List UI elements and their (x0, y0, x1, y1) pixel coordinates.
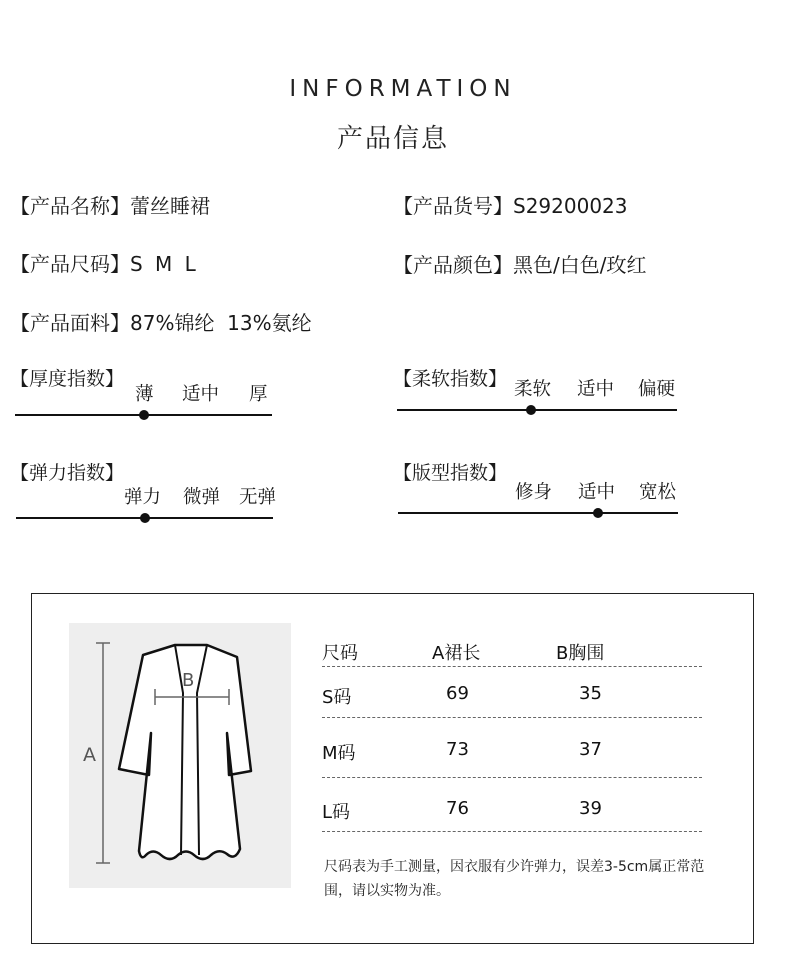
row-divider (322, 777, 702, 778)
fit-index-label: 【版型指数】 (393, 462, 508, 484)
softness-option-medium: 适中 (577, 379, 615, 400)
table-row-bust: 35 (579, 683, 602, 704)
product-name-row (10, 190, 210, 219)
product-code-row (393, 190, 628, 219)
product-code-label: 【产品货号】 (393, 194, 513, 218)
elasticity-scale-marker (140, 513, 150, 523)
thickness-option-thick: 厚 (249, 384, 268, 405)
thickness-option-medium: 适中 (182, 384, 220, 405)
header-length: A裙长 (432, 643, 481, 664)
product-fabric-value: 87%锦纶 13%氨纶 (130, 311, 312, 335)
table-row-size: M码 (322, 743, 356, 764)
thickness-index-label: 【厚度指数】 (10, 368, 125, 390)
product-fabric-label: 【产品面料】 (10, 311, 130, 335)
product-size-row (10, 248, 199, 277)
header-divider (322, 666, 702, 667)
row-divider (322, 717, 702, 718)
product-code-value: S29200023 (513, 194, 628, 218)
fit-scale-line (398, 512, 678, 514)
softness-scale-line (397, 409, 677, 411)
product-name-value: 蕾丝睡裙 (130, 194, 210, 218)
table-row-size: L码 (322, 802, 351, 823)
elasticity-option-slight: 微弹 (183, 487, 221, 508)
thickness-option-thin: 薄 (135, 384, 154, 405)
heading-english: INFORMATION (289, 76, 517, 102)
softness-option-hard: 偏硬 (638, 379, 676, 400)
softness-scale-marker (526, 405, 536, 415)
thickness-scale-marker (139, 410, 149, 420)
fit-option-regular: 适中 (578, 482, 616, 503)
garment-illustration (69, 623, 291, 888)
fit-scale-marker (593, 508, 603, 518)
measure-a-label: A (83, 744, 96, 766)
product-color-row (393, 249, 646, 278)
product-name-label: 【产品名称】 (10, 194, 130, 218)
table-row-length: 69 (446, 683, 469, 704)
measurement-note: 尺码表为手工测量，因衣服有少许弹力，误差3-5cm属正常范围，请以实物为准。 (324, 859, 705, 899)
robe-outline-icon (69, 623, 291, 888)
table-row-size: S码 (322, 687, 352, 708)
table-row-length: 76 (446, 798, 469, 819)
softness-option-soft: 柔软 (514, 379, 552, 400)
header-size: 尺码 (322, 643, 358, 664)
measure-b-label: B (182, 670, 195, 691)
row-divider (322, 831, 702, 832)
fit-option-slim: 修身 (515, 482, 553, 503)
elasticity-option-none: 无弹 (239, 487, 277, 508)
product-color-value: 黑色/白色/玫红 (513, 253, 647, 277)
product-fabric-row (10, 307, 312, 336)
table-row-length: 73 (446, 739, 469, 760)
table-row-bust: 37 (579, 739, 602, 760)
table-row-bust: 39 (579, 798, 602, 819)
header-bust: B胸围 (556, 643, 605, 664)
elasticity-index-label: 【弹力指数】 (10, 462, 125, 484)
elasticity-option-stretch: 弹力 (124, 487, 162, 508)
product-size-value: S M L (130, 252, 199, 276)
product-size-label: 【产品尺码】 (10, 252, 130, 276)
product-color-label: 【产品颜色】 (393, 253, 513, 277)
fit-option-loose: 宽松 (639, 482, 677, 503)
softness-index-label: 【柔软指数】 (393, 368, 508, 390)
heading-chinese: 产品信息 (336, 124, 449, 154)
